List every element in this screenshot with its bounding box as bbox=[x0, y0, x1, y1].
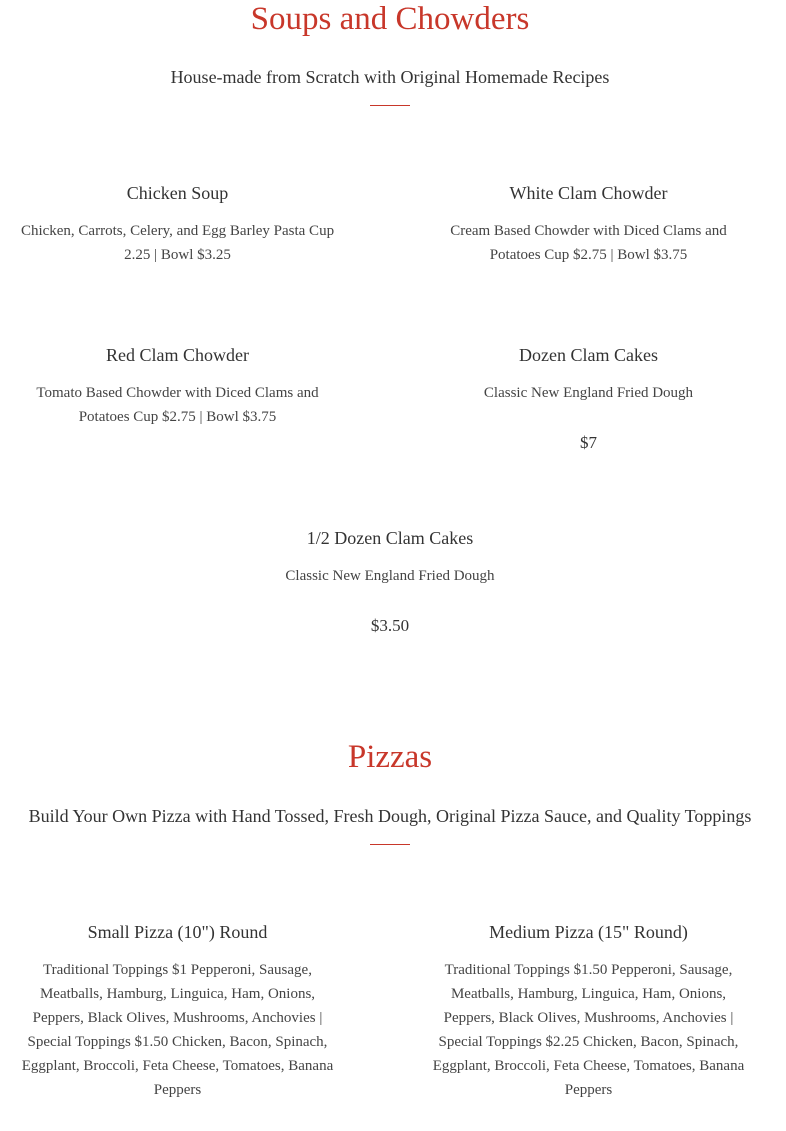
menu-item-title-red-clam-chowder: Red Clam Chowder bbox=[106, 345, 249, 365]
pizzas-section-title: Pizzas bbox=[347, 739, 433, 775]
menu-item-description-medium-pizza: Traditional Toppings $1.50 Pepperoni, Sausage, Meatballs, Hamburg, Linguica, Ham, Onions, Peppers, Black Olives, Mushrooms, Anchovies | Special Toppings $2.25 Chicken, Bacon, Spinach, Eggplant, Broccoli, Feta Cheese, Tomatoes, Banana Peppers bbox=[432, 962, 745, 1098]
soups-section-title: Soups and Chowders bbox=[250, 1, 530, 37]
soups-section-subtitle: House-made from Scratch with Original Homemade Recipes bbox=[170, 67, 610, 87]
pizzas-divider bbox=[370, 844, 410, 845]
menu-item-description-chicken-soup: Chicken, Carrots, Celery, and Egg Barley Pasta Cup 2.25 | Bowl $3.25 bbox=[20, 223, 335, 263]
menu-item-price-dozen-clam-cakes: $7 bbox=[580, 433, 597, 452]
menu-item-description-dozen-clam-cakes: Classic New England Fried Dough bbox=[483, 385, 694, 401]
soups-divider bbox=[370, 105, 410, 106]
menu-item-description-red-clam-chowder: Tomato Based Chowder with Diced Clams and Potatoes Cup $2.75 | Bowl $3.75 bbox=[36, 385, 319, 425]
menu-item-description-white-clam-chowder: Cream Based Chowder with Diced Clams and Potatoes Cup $2.75 | Bowl $3.75 bbox=[450, 223, 727, 263]
menu-item-title-dozen-clam-cakes: Dozen Clam Cakes bbox=[519, 345, 658, 365]
menu-item-description-half-dozen-clam-cakes: Classic New England Fried Dough bbox=[285, 568, 495, 584]
menu-item-price-half-dozen-clam-cakes: $3.50 bbox=[370, 616, 410, 635]
menu-item-title-white-clam-chowder: White Clam Chowder bbox=[509, 183, 668, 203]
menu-item-title-small-pizza: Small Pizza (10") Round bbox=[87, 922, 268, 942]
menu-item-title-half-dozen-clam-cakes: 1/2 Dozen Clam Cakes bbox=[306, 528, 474, 548]
menu-item-title-chicken-soup: Chicken Soup bbox=[126, 183, 229, 203]
menu-item-title-medium-pizza: Medium Pizza (15" Round) bbox=[489, 922, 688, 942]
pizzas-section-subtitle: Build Your Own Pizza with Hand Tossed, Fresh Dough, Original Pizza Sauce, and Quality Toppings bbox=[28, 806, 752, 826]
menu-item-description-small-pizza: Traditional Toppings $1 Pepperoni, Sausage, Meatballs, Hamburg, Linguica, Ham, Onions, Peppers, Black Olives, Mushrooms, Anchovies | Special Toppings $1.50 Chicken, Bacon, Spinach, Eggplant, Broccoli, Feta Cheese, Tomatoes, Banana Peppers bbox=[21, 962, 334, 1098]
